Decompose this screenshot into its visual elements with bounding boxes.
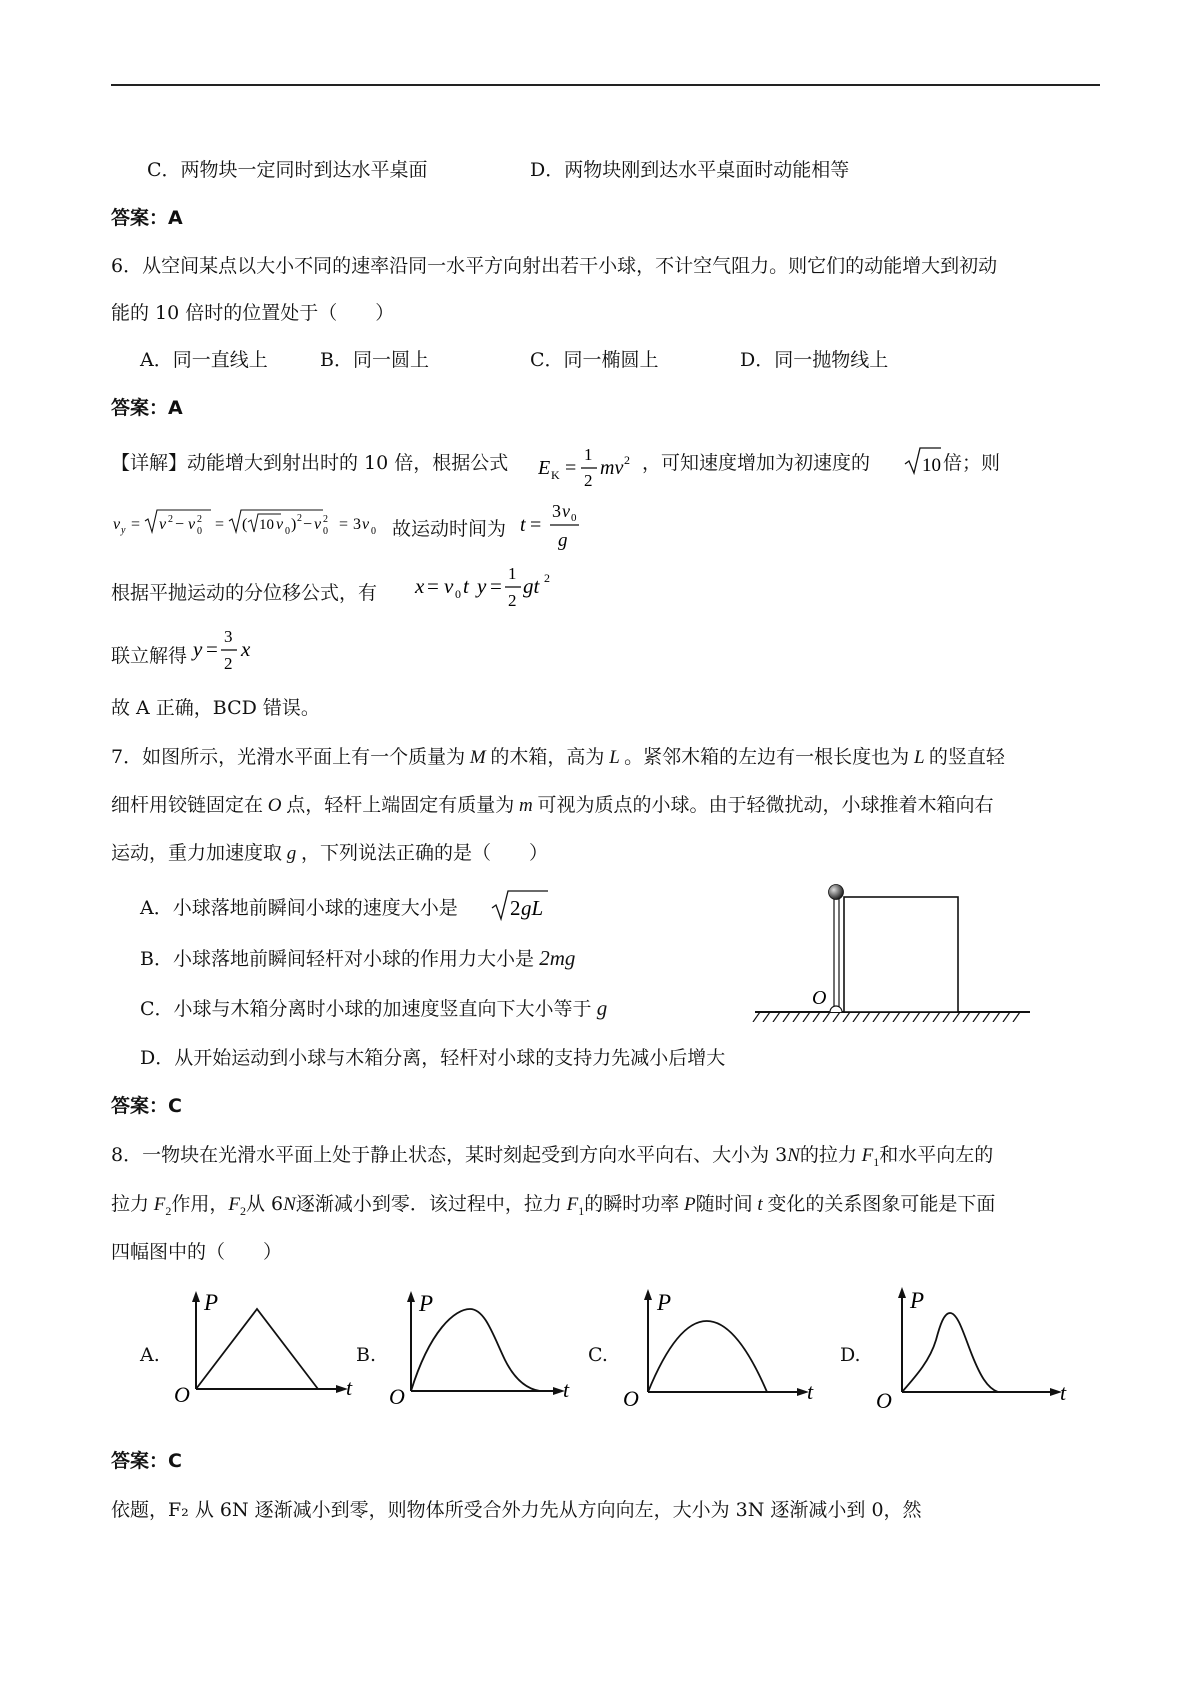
q8-graph-b [385, 1285, 580, 1410]
svg-text:P: P [657, 1290, 672, 1315]
q6-option-d: D．同一抛物线上 [740, 349, 889, 371]
svg-text:gt: gt [523, 574, 540, 598]
svg-text:2: 2 [168, 514, 173, 525]
q8-stem-line3: 四幅图中的（ ） [111, 1241, 283, 1263]
svg-text:1: 1 [508, 564, 517, 583]
svg-text:3: 3 [552, 501, 561, 521]
svg-text:P: P [204, 1290, 219, 1315]
svg-text:mv: mv [600, 457, 624, 479]
svg-text:t: t [563, 1377, 570, 1402]
svg-text:O: O [389, 1384, 405, 1409]
q8-graph-c-label: C. [588, 1344, 608, 1366]
q6-detail-line2: 故运动时间为 [392, 518, 507, 540]
q7-option-c: C．小球与木箱分离时小球的加速度竖直向下大小等于 g [140, 996, 608, 1020]
svg-text:): ) [291, 516, 297, 533]
q5-option-c: C．两物块一定同时到达水平桌面 [147, 159, 428, 181]
svg-text:v: v [314, 516, 322, 533]
q6-detail-line3: 根据平抛运动的分位移公式，有 [111, 582, 378, 604]
svg-text:2: 2 [197, 514, 202, 525]
q8-stem-line1: 8．一物块在光滑水平面上处于静止状态，某时刻起受到方向水平向右、大小为 3N的拉力 $F_1$和水平向左的 [111, 1144, 994, 1169]
formula-displacement [413, 560, 553, 618]
svg-text:O: O [174, 1382, 190, 1407]
svg-text:=: = [530, 514, 542, 536]
q7-option-b: B．小球落地前瞬间轻杆对小球的作用力大小是 2mg [140, 946, 576, 970]
svg-text:E: E [538, 457, 551, 479]
curve [411, 1309, 540, 1391]
svg-text:2: 2 [624, 453, 630, 467]
svg-text:10: 10 [259, 517, 274, 533]
q7-stem-line3: 运动，重力加速度取 g ，下列说法正确的是（ ） [111, 842, 549, 864]
svg-text:x: x [241, 637, 251, 661]
wooden-box [844, 897, 958, 1012]
svg-text:g: g [558, 530, 568, 551]
svg-text:2: 2 [544, 571, 550, 585]
q8-answer: 答案：C [111, 1450, 182, 1472]
svg-text:v: v [113, 516, 121, 533]
svg-text:1: 1 [584, 445, 593, 464]
q7-answer: 答案：C [111, 1095, 182, 1117]
q7-stem-line2: 细杆用铰链固定在 O 点，轻杆上端固定有质量为 m 可视为质点的小球。由于轻微扰动，小球推着木箱向右 [111, 794, 994, 816]
small-ball [829, 885, 844, 900]
svg-text:=: = [131, 516, 141, 533]
svg-text:2: 2 [297, 513, 302, 524]
q6-stem-line1: 6．从空间某点以大小不同的速率沿同一水平方向射出若干小球，不计空气阻力。则它们的动能增大到初动 [111, 255, 998, 277]
q6-detail-line1c: 倍；则 [943, 452, 1001, 474]
q7-stem-line1: 7．如图所示，光滑水平面上有一个质量为 M 的木箱，高为 L 。紧邻木箱的左边有一根长度也为 L 的竖直轻 [111, 746, 1005, 768]
svg-text:v: v [188, 516, 196, 533]
svg-text:=: = [339, 516, 349, 533]
curve [648, 1321, 767, 1392]
curve [196, 1309, 318, 1389]
svg-text:v: v [362, 516, 370, 533]
q6-option-a: A．同一直线上 [140, 349, 268, 371]
q7-option-a: A．小球落地前瞬间小球的速度大小是 [140, 897, 458, 919]
svg-text:gL: gL [521, 896, 544, 920]
svg-text:v: v [562, 501, 570, 521]
q7-option-d: D．从开始运动到小球与木箱分离，轻杆对小球的支持力先减小后增大 [140, 1047, 726, 1069]
svg-text:(: ( [242, 516, 248, 533]
svg-text:−: − [303, 516, 313, 533]
svg-text:K: K [551, 468, 560, 482]
q8-graph-a-label: A. [140, 1344, 160, 1366]
q8-graph-d-label: D. [840, 1344, 861, 1366]
formula-vy [111, 502, 391, 542]
q6-detail-line5: 故 A 正确，BCD 错误。 [111, 697, 320, 719]
formula-kinetic-energy [538, 438, 648, 490]
q5-answer: 答案：A [111, 207, 183, 229]
svg-text:=: = [490, 574, 502, 598]
svg-text:x: x [415, 574, 425, 598]
q8-graph-d [872, 1280, 1082, 1415]
svg-text:0: 0 [285, 526, 290, 537]
svg-text:y: y [193, 637, 203, 661]
q6-option-b: B．同一圆上 [320, 349, 429, 371]
svg-text:−: − [175, 516, 185, 533]
svg-text:t: t [463, 574, 469, 598]
svg-text:y: y [477, 574, 487, 598]
svg-text:t: t [346, 1375, 353, 1400]
curve [902, 1313, 998, 1392]
svg-text:t: t [520, 514, 526, 536]
q6-detail-line1a: 【详解】动能增大到射出时的 10 倍，根据公式 [111, 452, 509, 474]
svg-text:v: v [276, 516, 284, 533]
q7-figure [750, 882, 1040, 1022]
svg-text:P: P [419, 1291, 434, 1316]
q6-answer: 答案：A [111, 397, 183, 419]
svg-text:0: 0 [323, 526, 328, 537]
svg-text:3: 3 [353, 516, 361, 533]
svg-text:3: 3 [224, 627, 233, 646]
svg-text:=: = [427, 574, 439, 598]
hinge [830, 1006, 842, 1012]
label-o: O [812, 987, 827, 1009]
q6-stem-line2: 能的 10 倍时的位置处于（ ） [111, 302, 395, 324]
svg-text:2: 2 [224, 654, 233, 673]
formula-sqrt-2gL [490, 886, 550, 924]
svg-text:t: t [807, 1379, 814, 1404]
svg-text:2: 2 [510, 896, 521, 920]
light-rod [834, 897, 839, 1010]
q6-option-c: C．同一椭圆上 [530, 349, 659, 371]
formula-result [190, 624, 260, 680]
svg-text:v: v [444, 574, 454, 598]
formula-time [518, 494, 580, 554]
q8-explanation: 依题，F₂ 从 6N 逐渐减小到零，则物体所受合外力先从方向向左，大小为 3N 逐渐减小到 0，然 [111, 1499, 922, 1521]
q5-option-d: D．两物块刚到达水平桌面时动能相等 [530, 159, 850, 181]
svg-text:0: 0 [371, 526, 376, 537]
svg-text:O: O [623, 1386, 639, 1411]
formula-sqrt10 [903, 444, 943, 478]
svg-text:=: = [215, 516, 225, 533]
svg-text:0: 0 [197, 526, 202, 537]
svg-text:=: = [206, 637, 218, 661]
header-rule [111, 84, 1100, 86]
svg-text:2: 2 [508, 591, 517, 610]
q6-detail-line4: 联立解得 [111, 645, 188, 667]
q8-graph-c [621, 1282, 826, 1412]
svg-text:0: 0 [455, 587, 461, 601]
svg-text:10: 10 [922, 455, 941, 476]
svg-text:2: 2 [584, 471, 593, 490]
svg-text:t: t [1060, 1380, 1067, 1405]
q8-graph-a [170, 1285, 365, 1410]
q8-graph-b-label: B. [356, 1344, 377, 1366]
svg-text:2: 2 [323, 514, 328, 525]
svg-text:0: 0 [571, 512, 577, 524]
svg-text:v: v [159, 516, 167, 533]
svg-text:y: y [121, 525, 126, 536]
svg-text:=: = [565, 457, 577, 479]
q8-stem-line2: 拉力 $F_2$作用，$F_2$从 6N逐渐减小到零．该过程中，拉力 $F_1$的瞬时功率 P随时间 t 变化的关系图象可能是下面 [111, 1193, 996, 1218]
svg-text:O: O [876, 1388, 892, 1413]
q6-detail-line1b: ，可知速度增加为初速度的 [642, 452, 871, 474]
svg-text:P: P [910, 1288, 925, 1313]
